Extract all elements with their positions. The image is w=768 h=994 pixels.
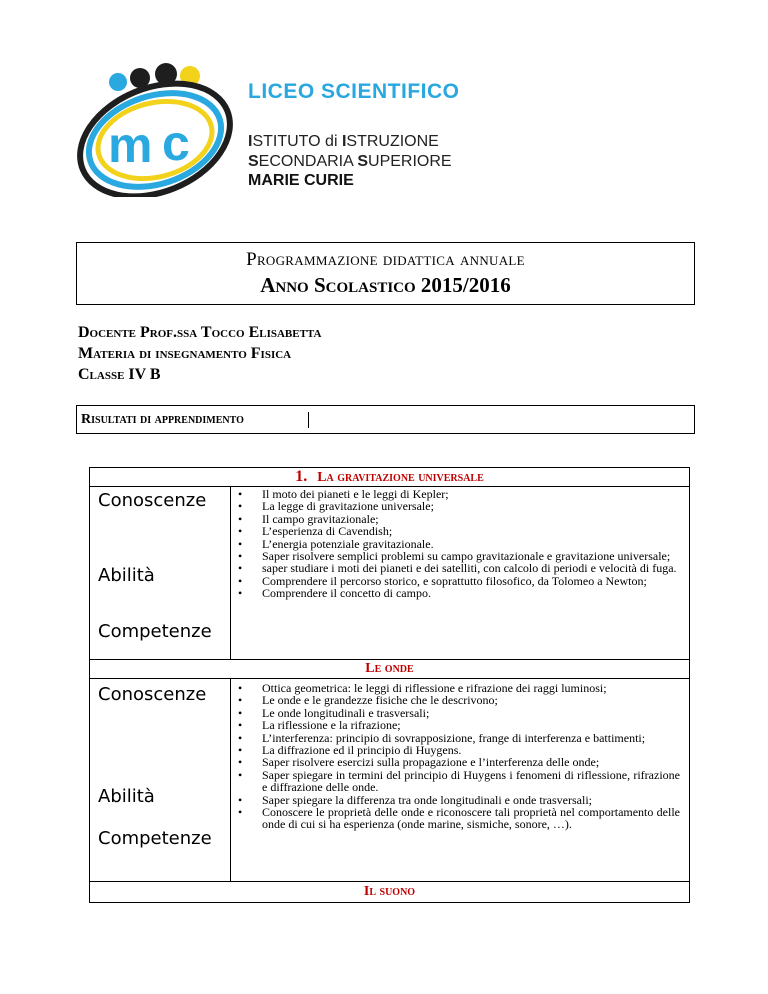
list-item: • La riflessione e la rifrazione;	[238, 719, 680, 731]
teacher-line: Docente Prof.ssa Tocco Elisabetta	[78, 324, 322, 341]
mc-logo-graphic	[70, 62, 245, 197]
list-item: • Ottica geometrica: le leggi di riflessione e rifrazione dei raggi luminosi;	[238, 682, 680, 694]
category-abilita: Abilità	[98, 786, 155, 807]
list-item: • Saper risolvere esercizi sulla propagazione e l’interferenza delle onde;	[238, 756, 680, 768]
list-item: • Le onde longitudinali e trasversali;	[238, 707, 680, 719]
unit-items-list	[238, 488, 680, 600]
svg-text:c: c	[162, 115, 190, 171]
category-conoscenze: Conoscenze	[98, 684, 207, 705]
school-year: Anno Scolastico 2015/2016	[260, 273, 511, 297]
column-divider	[230, 487, 231, 659]
category-abilita: Abilità	[98, 565, 155, 586]
list-item: • L’interferenza: principio di sovrapposizione, frange di interferenza e battimenti;	[238, 732, 680, 744]
list-item: • Le onde e le grandezze fisiche che le descrivono;	[238, 694, 680, 706]
list-item: • L’energia potenziale gravitazionale.	[238, 538, 680, 550]
category-competenze: Competenze	[98, 828, 212, 849]
list-item: • La legge di gravitazione universale;	[238, 500, 680, 512]
section-heading: Risultati di apprendimento	[81, 412, 309, 428]
unit-header	[90, 468, 689, 487]
school-logo	[70, 62, 470, 197]
list-item: • saper studiare i moti dei pianeti e dei satelliti, con calcolo di periodi e velocità di fuga.	[238, 562, 680, 574]
document-title-box	[76, 242, 695, 305]
list-item: • L’esperienza di Cavendish;	[238, 525, 680, 537]
document-title: Programmazione didattica annuale	[246, 249, 525, 270]
unit-header: Le onde	[90, 659, 689, 679]
subject-line: Materia di insegnamento Fisica	[78, 345, 292, 362]
svg-text:m: m	[108, 117, 153, 173]
list-item: • Il campo gravitazionale;	[238, 513, 680, 525]
category-conoscenze: Conoscenze	[98, 490, 207, 511]
list-item: • Comprendere il percorso storico, e soprattutto filosofico, da Tolomeo a Newton;	[238, 575, 680, 587]
unit-number: 1.	[295, 468, 308, 485]
category-competenze: Competenze	[98, 621, 212, 642]
section-heading-box	[76, 405, 695, 434]
logo-school-name: MARIE CURIE	[248, 172, 354, 189]
learning-outcomes-table	[89, 467, 690, 903]
unit-items-list	[238, 682, 680, 831]
list-item: • Comprendere il concetto di campo.	[238, 587, 680, 599]
unit-title: La gravitazione universale	[317, 470, 484, 485]
list-item: • La diffrazione ed il principio di Huygens.	[238, 744, 680, 756]
list-item: • Saper risolvere semplici problemi su campo gravitazionale e gravitazione universale;	[238, 550, 680, 562]
list-item: • Saper spiegare la differenza tra onde longitudinali e onde trasversali;	[238, 794, 680, 806]
column-divider	[230, 678, 231, 881]
unit-header: Il suono	[90, 881, 689, 902]
logo-school-type: LICEO SCIENTIFICO	[248, 80, 460, 103]
class-line: Classe IV B	[78, 366, 161, 383]
list-item: • Conoscere le proprietà delle onde e riconoscere tali proprietà nel comportamento delle onde di cui si ha esperienza (onde marine, sismiche, sonore, …).	[238, 806, 680, 831]
logo-line-istituto: ISTITUTO di ISTRUZIONE	[248, 133, 439, 150]
list-item: • Saper spiegare in termini del principio di Huygens i fenomeni di riflessione, rifrazione e diffrazione delle onde.	[238, 769, 680, 794]
logo-line-secondaria: SECONDARIA SUPERIORE	[248, 153, 452, 170]
list-item: • Il moto dei pianeti e le leggi di Kepler;	[238, 488, 680, 500]
